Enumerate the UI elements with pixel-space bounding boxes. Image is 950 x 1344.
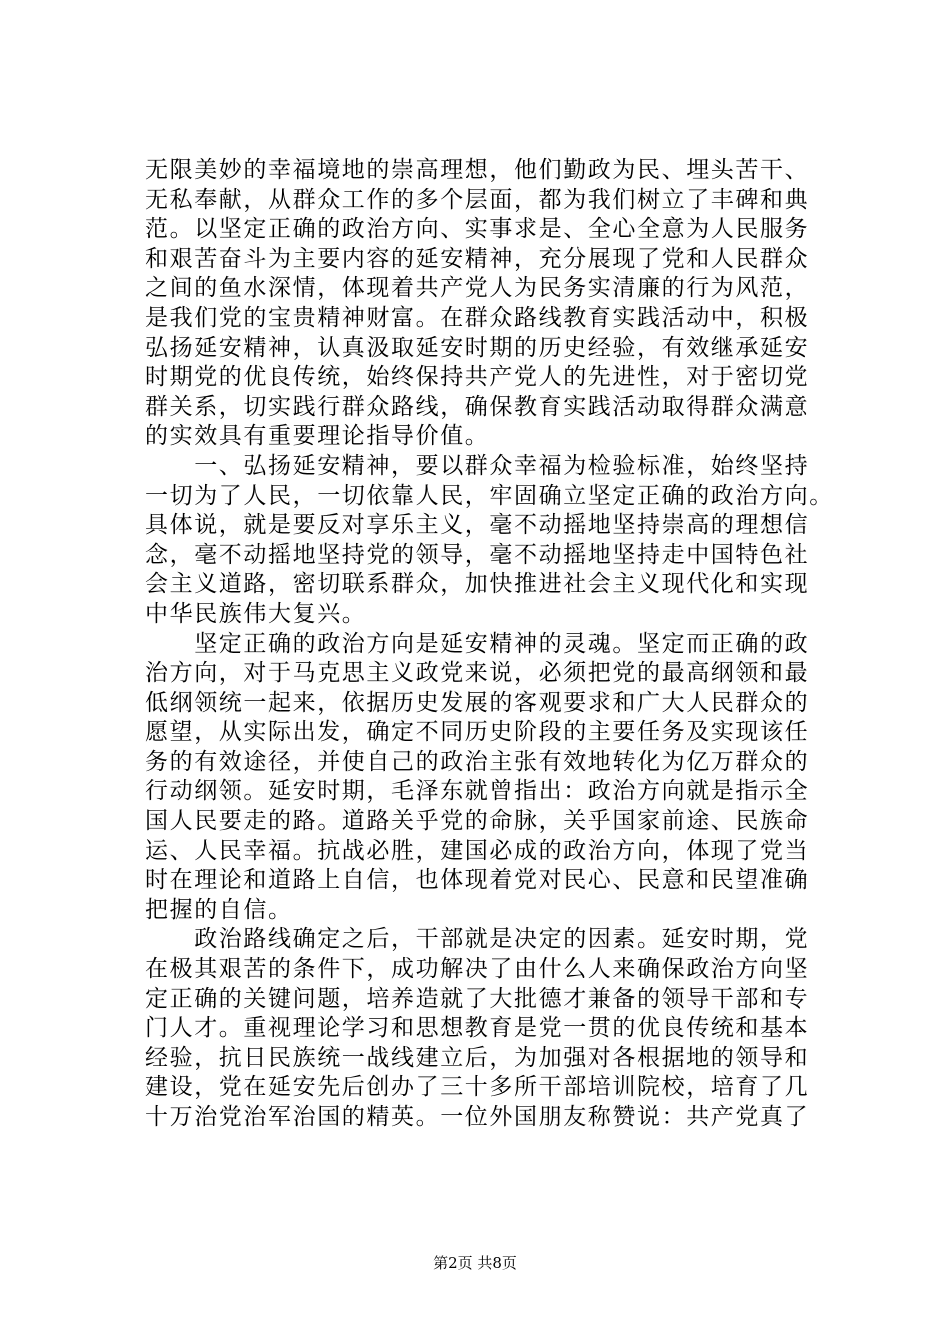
text-line: 运、人民幸福。抗战必胜，建国必成的政治方向，体现了党当: [145, 837, 810, 864]
page-number: 第2页 共8页: [433, 1254, 517, 1272]
text-line: 是我们党的宝贵精神财富。在群众路线教育实践活动中，积极: [145, 304, 810, 331]
text-line: 无私奉献，从群众工作的多个层面，都为我们树立了丰碑和典: [145, 186, 810, 213]
text-line: 一切为了人民，一切依靠人民，牢固确立坚定正确的政治方向。: [145, 482, 834, 509]
text-line: 政治路线确定之后，干部就是决定的因素。延安时期，党: [145, 926, 810, 953]
text-line: 中华民族伟大复兴。: [145, 600, 367, 627]
text-line: 国人民要走的路。道路关乎党的命脉，关乎国家前途、民族命: [145, 808, 810, 835]
text-line: 弘扬延安精神，认真汲取延安时期的历史经验，有效继承延安: [145, 334, 810, 361]
text-line: 门人才。重视理论学习和思想教育是党一贯的优良传统和基本: [145, 1015, 810, 1042]
text-line: 一、弘扬延安精神，要以群众幸福为检验标准，始终坚持: [145, 452, 810, 479]
text-line: 之间的鱼水深情，体现着共产党人为民务实清廉的行为风范，: [145, 275, 810, 302]
text-line: 无限美妙的幸福境地的崇高理想，他们勤政为民、埋头苦干、: [145, 157, 810, 183]
text-line: 经验，抗日民族统一战线建立后，为加强对各根据地的领导和: [145, 1044, 810, 1071]
text-line: 治方向，对于马克思主义政党来说，必须把党的最高纲领和最: [145, 660, 810, 687]
text-line: 时在理论和道路上自信，也体现着党对民心、民意和民望准确: [145, 867, 810, 894]
text-line: 的实效具有重要理论指导价值。: [145, 423, 490, 450]
text-line: 定正确的关键问题，培养造就了大批德才兼备的领导干部和专: [145, 985, 810, 1012]
text-line: 把握的自信。: [145, 896, 293, 923]
text-line: 低纲领统一起来，依据历史发展的客观要求和广大人民群众的: [145, 689, 810, 716]
text-line: 和艰苦奋斗为主要内容的延安精神，充分展现了党和人民群众: [145, 245, 810, 272]
text-line: 愿望，从实际出发，确定不同历史阶段的主要任务及实现该任: [145, 719, 810, 746]
document-body: [145, 156, 845, 1133]
text-line: 群关系，切实践行群众路线，确保教育实践活动取得群众满意: [145, 393, 810, 420]
text-line: 坚定正确的政治方向是延安精神的灵魂。坚定而正确的政: [145, 630, 810, 657]
text-line: 十万治党治军治国的精英。一位外国朋友称赞说：共产党真了: [145, 1104, 810, 1130]
text-line: 行动纲领。延安时期，毛泽东就曾指出：政治方向就是指示全: [145, 778, 810, 805]
text-line: 范。以坚定正确的政治方向、实事求是、全心全意为人民服务: [145, 216, 810, 243]
text-line: 会主义道路，密切联系群众，加快推进社会主义现代化和实现: [145, 571, 810, 598]
text-line: 念，毫不动摇地坚持党的领导，毫不动摇地坚持走中国特色社: [145, 541, 810, 568]
text-line: 具体说，就是要反对享乐主义，毫不动摇地坚持崇高的理想信: [145, 512, 810, 539]
text-line: 时期党的优良传统，始终保持共产党人的先进性，对于密切党: [145, 364, 810, 391]
text-line: 在极其艰苦的条件下，成功解决了由什么人来确保政治方向坚: [145, 956, 810, 983]
text-line: 务的有效途径，并使自己的政治主张有效地转化为亿万群众的: [145, 748, 810, 775]
text-line: 建设，党在延安先后创办了三十多所干部培训院校，培育了几: [145, 1074, 810, 1101]
